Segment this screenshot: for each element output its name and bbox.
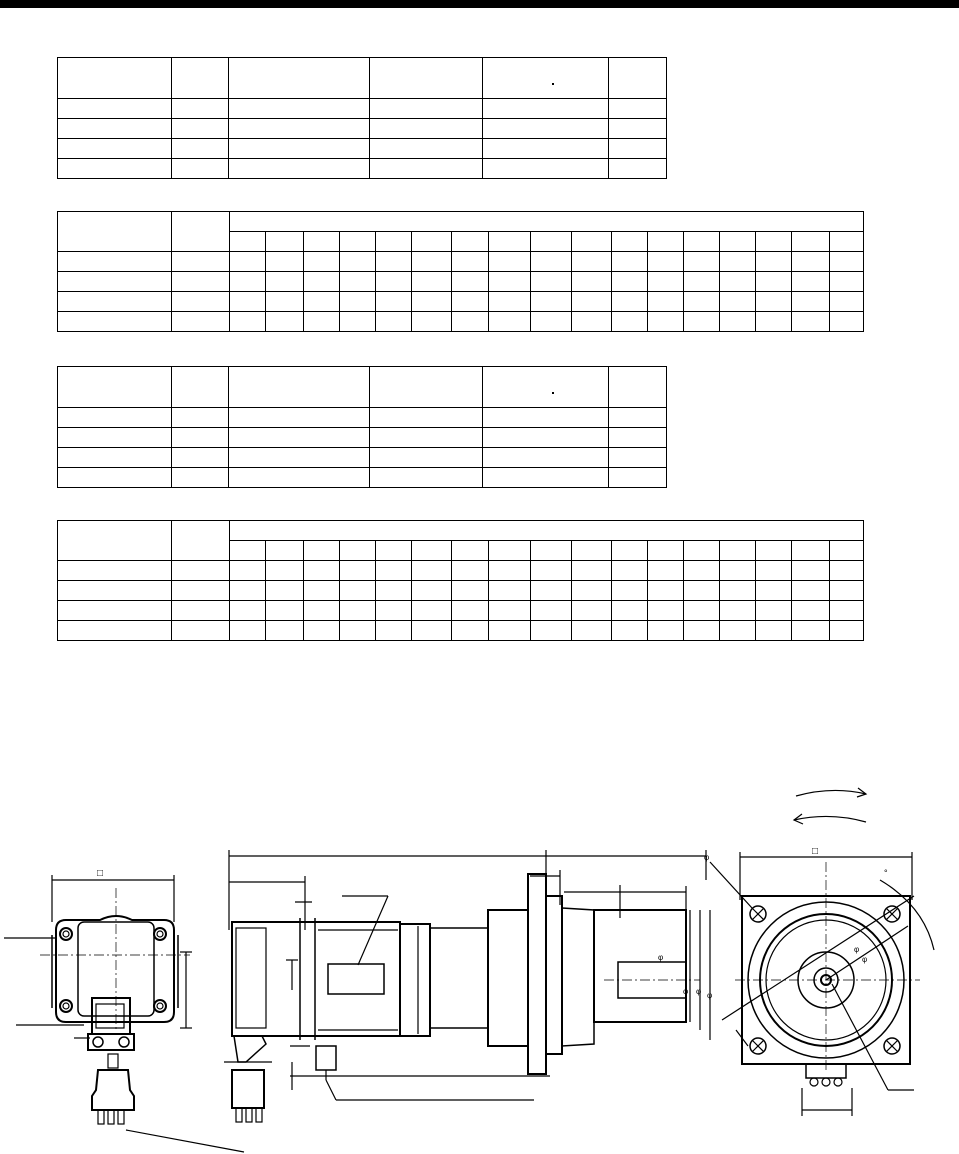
table-cell (58, 312, 172, 332)
table-cell (303, 621, 339, 641)
table-cell (829, 621, 863, 641)
table-cell (609, 58, 667, 99)
table-cell (339, 272, 375, 292)
table-cell (265, 252, 303, 272)
table-cell (172, 428, 229, 448)
table-cell (58, 581, 172, 601)
table-cell (172, 99, 229, 119)
table-cell (684, 541, 720, 561)
rotation-arrow-ccw (794, 816, 866, 822)
table-cell (452, 621, 489, 641)
table-cell (829, 272, 863, 292)
table-cell (452, 541, 489, 561)
table-cell (172, 521, 229, 561)
table-cell (571, 561, 611, 581)
table-cell (647, 292, 683, 312)
table-cell (412, 312, 452, 332)
table-cell (530, 232, 571, 252)
table-cell (530, 252, 571, 272)
table-cell (611, 232, 647, 252)
table-row (58, 312, 864, 332)
table-cell (647, 312, 683, 332)
table-cell (265, 601, 303, 621)
table-cell (412, 292, 452, 312)
table-cell (720, 312, 756, 332)
table-cell (58, 468, 172, 488)
table-cell (229, 561, 265, 581)
table-cell (376, 292, 412, 312)
table-cell (720, 581, 756, 601)
motor-dimension-drawing (0, 770, 959, 1154)
table-cell (265, 312, 303, 332)
table-cell (229, 521, 863, 541)
table-cell (452, 581, 489, 601)
table-cell (376, 541, 412, 561)
table-row (58, 448, 667, 468)
table-cell (829, 581, 863, 601)
table-row (58, 119, 667, 139)
table-cell (339, 232, 375, 252)
table-cell (530, 601, 571, 621)
table-cell (792, 601, 829, 621)
table-cell (172, 272, 229, 292)
table-cell (489, 232, 530, 252)
table-cell (792, 561, 829, 581)
table-cell (792, 272, 829, 292)
table-cell (483, 428, 609, 448)
square-symbol-left: □ (97, 868, 104, 879)
table-cell (303, 312, 339, 332)
table-cell (792, 232, 829, 252)
table-cell (303, 292, 339, 312)
table-cell (647, 272, 683, 292)
table-cell (684, 272, 720, 292)
table-cell (829, 292, 863, 312)
table-cell (829, 232, 863, 252)
table-cell (339, 292, 375, 312)
table-cell (611, 541, 647, 561)
table-cell (452, 252, 489, 272)
table-cell (229, 601, 265, 621)
table-cell (489, 312, 530, 332)
table-header-row (58, 212, 864, 232)
phi-label-2: φ (683, 987, 689, 996)
table-cell (756, 292, 792, 312)
table-cell (172, 159, 229, 179)
table-cell (611, 621, 647, 641)
table-cell (376, 621, 412, 641)
table-cell (303, 252, 339, 272)
header-bar (0, 0, 959, 8)
table-cell (571, 292, 611, 312)
table-cell (489, 581, 530, 601)
table-cell (647, 561, 683, 581)
table-cell (452, 561, 489, 581)
table-cell (376, 601, 412, 621)
table-cell (571, 541, 611, 561)
table-cell (339, 312, 375, 332)
table-cell (647, 581, 683, 601)
table-cell (172, 621, 229, 641)
table-cell (647, 541, 683, 561)
table-cell (412, 601, 452, 621)
table-cell (530, 272, 571, 292)
table-cell (370, 58, 483, 99)
table-cell (756, 232, 792, 252)
spec-table-1 (57, 57, 667, 179)
table-cell (412, 581, 452, 601)
table-cell (265, 561, 303, 581)
table-cell (265, 581, 303, 601)
table-header-row (58, 521, 864, 541)
table-cell (571, 272, 611, 292)
table-cell (684, 312, 720, 332)
table-cell (611, 252, 647, 272)
spec-table-2 (57, 211, 864, 332)
table-cell (172, 139, 229, 159)
table-cell (611, 581, 647, 601)
table-cell (229, 99, 370, 119)
table-cell (483, 367, 609, 408)
table-cell (684, 252, 720, 272)
table-cell (376, 232, 412, 252)
table-cell (339, 252, 375, 272)
table-cell (756, 541, 792, 561)
table-cell (58, 58, 172, 99)
table-cell (483, 159, 609, 179)
table-cell (571, 252, 611, 272)
table-row (58, 99, 667, 119)
rear-view (4, 868, 244, 1152)
table-cell (483, 58, 609, 99)
table-cell (611, 312, 647, 332)
square-symbol-right: □ (812, 846, 819, 857)
table-cell (571, 621, 611, 641)
table-cell (452, 601, 489, 621)
table-cell (412, 252, 452, 272)
table-cell (265, 232, 303, 252)
table-cell (265, 541, 303, 561)
table-cell (756, 621, 792, 641)
table-cell (339, 621, 375, 641)
table-cell (829, 312, 863, 332)
table-cell (370, 408, 483, 428)
table-cell (489, 561, 530, 581)
table-cell (720, 601, 756, 621)
phi-label-5: φ (704, 853, 710, 862)
table-cell (229, 428, 370, 448)
table-cell (229, 272, 265, 292)
table-cell (229, 312, 265, 332)
table-cell (609, 99, 667, 119)
table-cell (792, 621, 829, 641)
table-cell (303, 561, 339, 581)
table-cell (58, 99, 172, 119)
table-cell (647, 232, 683, 252)
table-cell (58, 139, 172, 159)
table-cell (172, 58, 229, 99)
table-cell (303, 272, 339, 292)
spec-table-3 (57, 366, 667, 488)
table-cell (611, 292, 647, 312)
table-row (58, 601, 864, 621)
table-cell (172, 119, 229, 139)
rotation-arrow-cw (796, 790, 866, 796)
spec-table-4 (57, 520, 864, 641)
table-cell (489, 601, 530, 621)
table-cell (58, 561, 172, 581)
table-cell (412, 561, 452, 581)
table-cell (229, 139, 370, 159)
table-cell (792, 541, 829, 561)
table-cell (172, 561, 229, 581)
table-cell (229, 448, 370, 468)
table-cell (376, 312, 412, 332)
table-cell (58, 272, 172, 292)
table-cell (172, 367, 229, 408)
table-cell (684, 581, 720, 601)
table-cell (684, 601, 720, 621)
table-cell (756, 581, 792, 601)
table-cell (609, 159, 667, 179)
table-cell (720, 292, 756, 312)
table-cell (339, 561, 375, 581)
table-cell (229, 408, 370, 428)
table-cell (229, 541, 265, 561)
table-cell (229, 252, 265, 272)
table-cell (720, 621, 756, 641)
table-cell (58, 448, 172, 468)
phi-label-7: φ (862, 955, 868, 964)
table-cell (483, 99, 609, 119)
front-view (704, 846, 934, 1116)
table-cell (303, 232, 339, 252)
table-cell (412, 272, 452, 292)
table-cell (571, 232, 611, 252)
table-cell (265, 272, 303, 292)
table-cell (720, 272, 756, 292)
table-cell (609, 428, 667, 448)
table-cell (756, 561, 792, 581)
table-cell (489, 252, 530, 272)
table-cell (829, 541, 863, 561)
table-row (58, 252, 864, 272)
table-cell (611, 272, 647, 292)
table-cell (376, 581, 412, 601)
table-header-row (58, 58, 667, 99)
table-cell (229, 119, 370, 139)
table-cell (756, 312, 792, 332)
table-cell (412, 621, 452, 641)
table-cell (530, 292, 571, 312)
table-cell (609, 408, 667, 428)
table-cell (829, 601, 863, 621)
dot-mark (552, 392, 554, 394)
table-cell (58, 159, 172, 179)
table-cell (339, 601, 375, 621)
table-cell (58, 621, 172, 641)
table-cell (58, 521, 172, 561)
table-cell (172, 408, 229, 428)
phi-label-6: φ (854, 945, 860, 954)
table-cell (483, 408, 609, 428)
table-cell (172, 601, 229, 621)
table-cell (647, 252, 683, 272)
table-cell (756, 252, 792, 272)
table-cell (370, 119, 483, 139)
rotation-direction-arrows (794, 788, 866, 824)
table-cell (172, 468, 229, 488)
phi-label-1: φ (658, 953, 664, 962)
table-cell (684, 561, 720, 581)
table-cell (756, 601, 792, 621)
table-cell (303, 581, 339, 601)
table-cell (792, 292, 829, 312)
table-cell (376, 561, 412, 581)
table-cell (756, 272, 792, 292)
table-cell (829, 561, 863, 581)
table-cell (58, 601, 172, 621)
table-cell (376, 272, 412, 292)
table-row (58, 272, 864, 292)
table-cell (370, 159, 483, 179)
table-cell (58, 367, 172, 408)
table-cell (609, 119, 667, 139)
table-cell (376, 252, 412, 272)
table-cell (720, 541, 756, 561)
table-row (58, 292, 864, 312)
table-cell (792, 581, 829, 601)
table-cell (370, 468, 483, 488)
table-cell (229, 292, 265, 312)
table-row (58, 561, 864, 581)
table-cell (452, 272, 489, 292)
table-cell (172, 292, 229, 312)
table-cell (172, 212, 229, 252)
table-cell (483, 119, 609, 139)
table-cell (229, 212, 863, 232)
table-cell (489, 621, 530, 641)
table-cell (720, 232, 756, 252)
table-cell (571, 581, 611, 601)
table-cell (489, 272, 530, 292)
table-cell (265, 292, 303, 312)
table-row (58, 468, 667, 488)
table-cell (489, 541, 530, 561)
table-cell (58, 428, 172, 448)
dot-mark (552, 83, 554, 85)
table-cell (339, 541, 375, 561)
table-cell (684, 292, 720, 312)
table-cell (58, 292, 172, 312)
table-cell (609, 139, 667, 159)
table-row (58, 159, 667, 179)
table-row (58, 621, 864, 641)
table-cell (483, 139, 609, 159)
table-cell (58, 212, 172, 252)
table-cell (265, 621, 303, 641)
table-cell (58, 408, 172, 428)
table-cell (609, 468, 667, 488)
table-cell (229, 367, 370, 408)
side-view (224, 850, 712, 1122)
table-cell (611, 601, 647, 621)
table-cell (172, 581, 229, 601)
table-cell (530, 561, 571, 581)
table-cell (229, 621, 265, 641)
table-cell (172, 252, 229, 272)
table-cell (229, 232, 265, 252)
table-cell (647, 601, 683, 621)
table-cell (530, 581, 571, 601)
table-cell (370, 367, 483, 408)
table-cell (609, 367, 667, 408)
table-cell (370, 139, 483, 159)
table-cell (229, 159, 370, 179)
table-cell (609, 448, 667, 468)
table-cell (452, 292, 489, 312)
table-cell (571, 601, 611, 621)
table-cell (792, 252, 829, 272)
table-row (58, 428, 667, 448)
table-cell (530, 312, 571, 332)
table-cell (489, 292, 530, 312)
phi-label-4: φ (707, 991, 713, 1000)
table-cell (58, 119, 172, 139)
table-cell (647, 621, 683, 641)
table-row (58, 139, 667, 159)
table-cell (571, 312, 611, 332)
table-header-row (58, 367, 667, 408)
table-cell (483, 448, 609, 468)
table-cell (229, 58, 370, 99)
table-cell (483, 468, 609, 488)
table-cell (370, 448, 483, 468)
table-cell (684, 232, 720, 252)
table-cell (172, 312, 229, 332)
table-cell (58, 252, 172, 272)
table-cell (720, 252, 756, 272)
table-cell (684, 621, 720, 641)
table-cell (339, 581, 375, 601)
table-cell (370, 99, 483, 119)
table-cell (452, 232, 489, 252)
table-cell (172, 448, 229, 468)
table-cell (611, 561, 647, 581)
table-cell (720, 561, 756, 581)
table-cell (370, 428, 483, 448)
table-cell (229, 468, 370, 488)
degree-symbol: ° (884, 868, 888, 878)
table-cell (829, 252, 863, 272)
table-cell (530, 621, 571, 641)
table-cell (229, 581, 265, 601)
table-cell (452, 312, 489, 332)
table-cell (412, 232, 452, 252)
table-row (58, 581, 864, 601)
table-cell (303, 601, 339, 621)
table-cell (530, 541, 571, 561)
table-cell (792, 312, 829, 332)
phi-label-3: φ (696, 987, 702, 996)
table-cell (303, 541, 339, 561)
table-row (58, 408, 667, 428)
table-cell (412, 541, 452, 561)
